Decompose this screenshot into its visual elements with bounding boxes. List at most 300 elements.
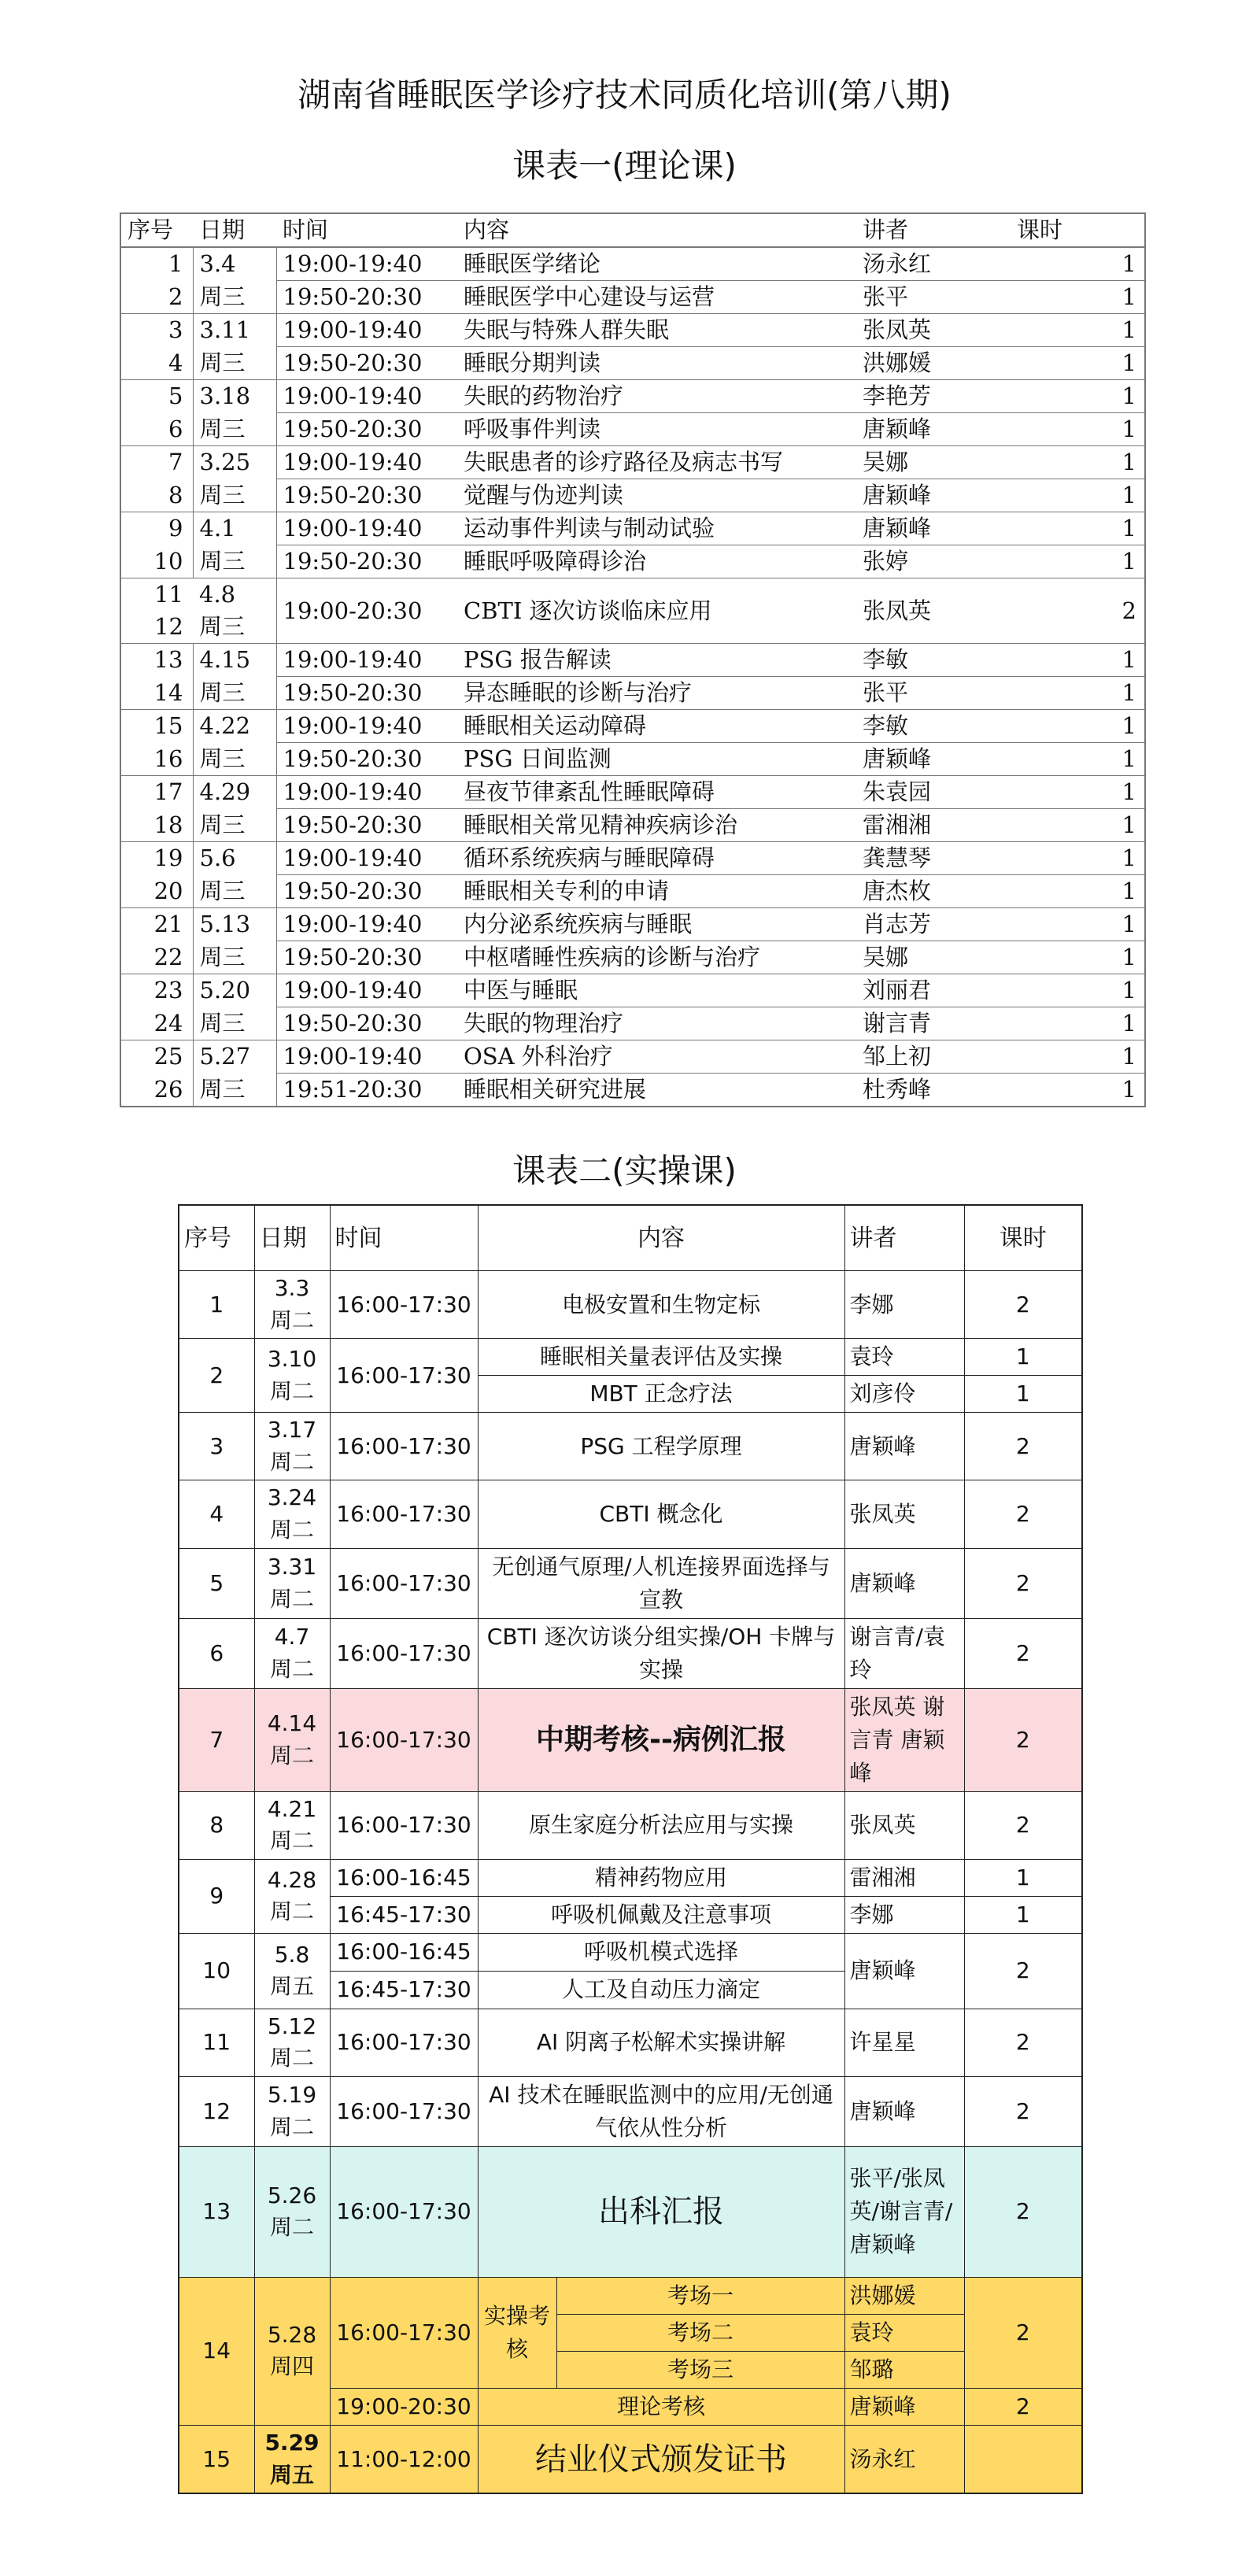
topic-cell: 失眠的物理治疗 — [457, 1007, 856, 1040]
time-cell: 16:00-17:30 — [330, 2009, 478, 2076]
exam-room-cell: 考场一 — [556, 2277, 844, 2314]
hours-cell: 1 — [964, 1376, 1082, 1413]
hours-cell: 1 — [1011, 677, 1145, 710]
date-cell: 5.12 周二 — [254, 2009, 330, 2076]
lecturer-cell: 雷湘湘 — [856, 809, 1011, 842]
time-cell: 19:00-19:40 — [276, 644, 457, 677]
time-cell: 19:50-20:30 — [276, 479, 457, 512]
table-row — [179, 2009, 1082, 2076]
hours-cell: 2 — [964, 1271, 1082, 1339]
lecturer-cell: 唐颖峰 — [844, 1933, 964, 2009]
table-header-row — [179, 1205, 1082, 1271]
table-row — [120, 281, 1145, 314]
hours-cell: 1 — [1011, 875, 1145, 908]
lecturer-cell: 许星星 — [844, 2009, 964, 2076]
hours-cell: 1 — [1011, 743, 1145, 776]
table-row — [120, 776, 1145, 809]
date-cell: 周三 — [193, 413, 276, 446]
topic-cell: 睡眠呼吸障碍诊治 — [457, 545, 856, 578]
seq-cell: 7 — [179, 1688, 254, 1791]
time-cell: 19:00-19:40 — [276, 842, 457, 875]
seq-cell: 18 — [120, 809, 193, 842]
hours-cell: 1 — [964, 1896, 1082, 1933]
date-cell: 3.3 周二 — [254, 1271, 330, 1339]
date-cell: 5.27 — [193, 1040, 276, 1074]
seq-cell: 1 — [179, 1271, 254, 1339]
lecturer-cell: 洪娜媛 — [856, 347, 1011, 380]
table-row — [120, 1040, 1145, 1074]
topic-cell: 睡眠相关运动障碍 — [457, 710, 856, 743]
topic-cell: 觉醒与伪迹判读 — [457, 479, 856, 512]
header-hours: 课时 — [964, 1205, 1082, 1271]
topic-cell: 失眠患者的诊疗路径及病志书写 — [457, 446, 856, 479]
lecturer-cell: 雷湘湘 — [844, 1859, 964, 1896]
seq-cell: 8 — [179, 1791, 254, 1859]
time-cell: 16:00-17:30 — [330, 1480, 478, 1548]
topic-cell: AI 阴离子松解术实操讲解 — [478, 2009, 844, 2076]
seq-cell: 1 — [168, 250, 183, 278]
table-row — [120, 314, 1145, 347]
topic-cell: 睡眠相关专利的申请 — [457, 875, 856, 908]
lecturer-cell: 邹上初 — [856, 1040, 1011, 1074]
table-row — [120, 413, 1145, 446]
lecturer-cell: 唐颖峰 — [856, 479, 1011, 512]
topic-cell: 结业仪式颁发证书 — [478, 2425, 844, 2493]
topic-cell: 睡眠分期判读 — [457, 347, 856, 380]
date-cell: 5.6 — [193, 842, 276, 875]
lecturer-cell: 李敏 — [856, 644, 1011, 677]
lecturer-cell: 李娜 — [844, 1271, 964, 1339]
lecturer-cell: 袁玲 — [844, 2314, 964, 2351]
hours-cell: 1 — [1011, 512, 1145, 545]
date-cell: 3.18 — [193, 380, 276, 413]
seq-cell: 13 — [153, 646, 183, 674]
time-cell: 19:00-19:40 — [276, 1040, 457, 1074]
date-cell: 3.25 — [193, 446, 276, 479]
seq-cell: 17 — [153, 778, 183, 806]
date-cell: 周三 — [193, 875, 276, 908]
time-cell: 16:00-17:30 — [330, 1688, 478, 1791]
table-row — [120, 941, 1145, 974]
hours-cell: 1 — [1011, 247, 1145, 281]
topic-cell: PSG 工程学原理 — [478, 1413, 844, 1480]
theory-schedule-table — [120, 213, 1146, 1107]
table-row — [179, 2076, 1082, 2146]
time-cell: 19:00-20:30 — [330, 2388, 478, 2425]
seq-cell: 4 — [179, 1480, 254, 1548]
lecturer-cell: 唐颖峰 — [844, 2388, 964, 2425]
table-row — [179, 1688, 1082, 1791]
seq-cell: 5 — [179, 1548, 254, 1618]
lecturer-cell: 张凤英 — [844, 1480, 964, 1548]
time-cell: 19:00-19:40 — [276, 908, 457, 941]
header-time: 时间 — [276, 213, 457, 247]
hours-cell: 2 — [964, 1933, 1082, 2009]
date-cell: 5.28 周四 — [254, 2277, 330, 2425]
table-row — [120, 908, 1145, 941]
lecturer-cell: 刘彦伶 — [844, 1376, 964, 1413]
hours-cell: 2 — [964, 1480, 1082, 1548]
hours-cell: 2 — [964, 1413, 1082, 1480]
lecturer-cell: 汤永红 — [856, 247, 1011, 281]
date-cell: 周三 — [193, 281, 276, 314]
topic-cell: 中期考核--病例汇报 — [478, 1688, 844, 1791]
time-cell: 11:00-12:00 — [330, 2425, 478, 2493]
lecturer-cell: 李敏 — [856, 710, 1011, 743]
date-a: 4.8 — [199, 581, 236, 608]
date-cell: 4.14 周二 — [254, 1688, 330, 1791]
topic-cell: 无创通气原理/人机连接界面选择与宣教 — [478, 1548, 844, 1618]
seq-cell: 20 — [120, 875, 193, 908]
time-cell: 19:50-20:30 — [276, 413, 457, 446]
topic-cell: 异态睡眠的诊断与治疗 — [457, 677, 856, 710]
seq-cell: 16 — [120, 743, 193, 776]
exam-room-cell: 考场三 — [556, 2351, 844, 2388]
table-row — [179, 1618, 1082, 1688]
lecturer-cell: 张凤英 — [844, 1791, 964, 1859]
date-cell: 4.29 — [193, 776, 276, 809]
seq-cell: 6 — [179, 1618, 254, 1688]
time-cell: 16:00-17:30 — [330, 2277, 478, 2388]
topic-cell: 睡眠相关常见精神疾病诊治 — [457, 809, 856, 842]
table-row — [120, 743, 1145, 776]
date-cell: 周三 — [193, 479, 276, 512]
hours-cell: 1 — [1011, 380, 1145, 413]
topic-cell: 运动事件判读与制动试验 — [457, 512, 856, 545]
lecturer-cell: 朱袁园 — [856, 776, 1011, 809]
table-row — [120, 545, 1145, 578]
seq-a: 11 — [154, 581, 183, 608]
lecturer-cell: 唐杰枚 — [856, 875, 1011, 908]
hours-cell: 2 — [964, 1791, 1082, 1859]
date-cell: 4.1 — [193, 512, 276, 545]
lecturer-cell: 谢言青 — [856, 1007, 1011, 1040]
topic-cell: 呼吸机佩戴及注意事项 — [478, 1896, 844, 1933]
topic-cell: MBT 正念疗法 — [478, 1376, 844, 1413]
header-time: 时间 — [330, 1205, 478, 1271]
header-seq: 序号 — [179, 1205, 254, 1271]
date-cell: 5.19 周二 — [254, 2076, 330, 2146]
hours-cell: 2 — [964, 2388, 1082, 2425]
hours-cell: 1 — [1011, 314, 1145, 347]
header-lecturer: 讲者 — [856, 213, 1011, 247]
seq-cell: 3 — [168, 316, 183, 344]
seq-cell: 6 — [120, 413, 193, 446]
time-cell: 19:00-19:40 — [276, 776, 457, 809]
lecturer-cell: 肖志芳 — [856, 908, 1011, 941]
lecturer-cell: 袁玲 — [844, 1339, 964, 1376]
table-row — [120, 677, 1145, 710]
date-cell: 周三 — [193, 545, 276, 578]
time-cell: 16:00-17:30 — [330, 1618, 478, 1688]
hours-cell: 1 — [1011, 1074, 1145, 1107]
header-topic: 内容 — [457, 213, 856, 247]
seq-cell: 23 — [153, 977, 183, 1004]
date-cell: 5.8 周五 — [254, 1933, 330, 2009]
topic-cell: 理论考核 — [478, 2388, 844, 2425]
table-row — [120, 578, 1145, 644]
topic-cell: 电极安置和生物定标 — [478, 1271, 844, 1339]
seq-cell: 22 — [120, 941, 193, 974]
topic-cell: 呼吸机模式选择 — [478, 1933, 844, 1971]
seq-b: 12 — [154, 613, 183, 640]
topic-cell: 中枢嗜睡性疾病的诊断与治疗 — [457, 941, 856, 974]
time-cell: 19:00-19:40 — [276, 974, 457, 1007]
seq-cell: 19 — [153, 844, 183, 872]
hours-cell: 1 — [1011, 1007, 1145, 1040]
lecturer-cell: 李娜 — [844, 1896, 964, 1933]
exam-label-cell: 实操考核 — [478, 2277, 556, 2388]
page-title: 湖南省睡眠医学诊疗技术同质化培训(第八期) — [297, 76, 952, 114]
date-cell: 周三 — [193, 941, 276, 974]
hours-cell: 2 — [964, 2076, 1082, 2146]
time-cell: 19:00-20:30 — [276, 578, 457, 644]
time-cell: 16:00-17:30 — [330, 1791, 478, 1859]
seq-cell: 3 — [179, 1413, 254, 1480]
topic-cell: 内分泌系统疾病与睡眠 — [457, 908, 856, 941]
topic-cell: CBTI 概念化 — [478, 1480, 844, 1548]
table-row — [120, 446, 1145, 479]
lecturer-cell: 张凤英 谢言青 唐颖峰 — [844, 1688, 964, 1791]
seq-cell: 7 — [168, 449, 183, 476]
date-b: 周三 — [199, 613, 246, 640]
date-cell: 周三 — [193, 1007, 276, 1040]
date-cell: 4.7 周二 — [254, 1618, 330, 1688]
hours-cell: 2 — [964, 2146, 1082, 2277]
topic-cell: 中医与睡眠 — [457, 974, 856, 1007]
time-cell: 19:00-19:40 — [276, 710, 457, 743]
time-cell: 19:50-20:30 — [276, 941, 457, 974]
hours-cell: 1 — [1011, 545, 1145, 578]
topic-cell: PSG 日间监测 — [457, 743, 856, 776]
seq-cell: 14 — [120, 677, 193, 710]
table-row — [120, 347, 1145, 380]
seq-cell: 2 — [120, 281, 193, 314]
lecturer-cell: 刘丽君 — [856, 974, 1011, 1007]
header-lecturer: 讲者 — [844, 1205, 964, 1271]
hours-cell: 2 — [964, 1688, 1082, 1791]
table-row — [120, 1074, 1145, 1107]
header-date: 日期 — [193, 213, 276, 247]
lecturer-cell: 张平 — [856, 677, 1011, 710]
time-cell: 16:00-16:45 — [330, 1933, 478, 1971]
date-cell: 周三 — [193, 743, 276, 776]
hours-cell: 1 — [964, 1859, 1082, 1896]
table-row — [120, 644, 1145, 677]
time-cell: 16:45-17:30 — [330, 1971, 478, 2009]
lecturer-cell: 吴娜 — [856, 446, 1011, 479]
topic-cell: 睡眠医学绪论 — [457, 247, 856, 281]
table-row — [179, 1339, 1082, 1376]
date-cell — [193, 578, 276, 644]
seq-cell: 25 — [153, 1043, 183, 1070]
seq-cell: 14 — [179, 2277, 254, 2425]
lecturer-cell: 唐颖峰 — [844, 2076, 964, 2146]
time-cell: 19:00-19:40 — [276, 512, 457, 545]
time-cell: 16:00-17:30 — [330, 1413, 478, 1480]
lecturer-cell: 唐颖峰 — [856, 413, 1011, 446]
table-row — [179, 1933, 1082, 1971]
date-cell: 3.24 周二 — [254, 1480, 330, 1548]
table-row — [120, 1007, 1145, 1040]
time-cell: 19:00-19:40 — [276, 380, 457, 413]
lecturer-cell: 唐颖峰 — [856, 512, 1011, 545]
time-cell: 16:00-17:30 — [330, 1548, 478, 1618]
lecturer-cell: 邹璐 — [844, 2351, 964, 2388]
time-cell: 16:00-17:30 — [330, 1339, 478, 1413]
hours-cell: 2 — [964, 1548, 1082, 1618]
topic-cell: 睡眠医学中心建设与运营 — [457, 281, 856, 314]
lecturer-cell: 谢言青/袁玲 — [844, 1618, 964, 1688]
time-cell: 19:50-20:30 — [276, 875, 457, 908]
lecturer-cell: 唐颖峰 — [844, 1548, 964, 1618]
date-cell: 周三 — [193, 809, 276, 842]
date-cell: 3.4 — [193, 247, 276, 281]
table-row — [120, 512, 1145, 545]
exam-room-cell: 考场二 — [556, 2314, 844, 2351]
time-cell: 19:50-20:30 — [276, 1007, 457, 1040]
topic-cell: 睡眠相关量表评估及实操 — [478, 1339, 844, 1376]
time-cell: 16:45-17:30 — [330, 1896, 478, 1933]
hours-cell: 1 — [1011, 776, 1145, 809]
seq-cell: 26 — [120, 1074, 193, 1107]
date-cell: 5.13 — [193, 908, 276, 941]
lecturer-cell: 张平/张凤英/谢言青/唐颖峰 — [844, 2146, 964, 2277]
topic-cell: 呼吸事件判读 — [457, 413, 856, 446]
date-cell: 周三 — [193, 347, 276, 380]
date-cell: 3.11 — [193, 314, 276, 347]
date-cell: 4.21 周二 — [254, 1791, 330, 1859]
topic-cell: 昼夜节律紊乱性睡眠障碍 — [457, 776, 856, 809]
seq-cell: 21 — [153, 911, 183, 938]
time-cell: 19:50-20:30 — [276, 545, 457, 578]
table-row — [120, 247, 1145, 281]
date-cell: 5.29 周五 — [254, 2425, 330, 2493]
seq-cell: 13 — [179, 2146, 254, 2277]
lecturer-cell: 龚慧琴 — [856, 842, 1011, 875]
topic-cell: 循环系统疾病与睡眠障碍 — [457, 842, 856, 875]
hours-cell: 1 — [1011, 347, 1145, 380]
hours-cell: 1 — [1011, 710, 1145, 743]
hours-cell: 1 — [1011, 479, 1145, 512]
lecturer-cell: 吴娜 — [856, 941, 1011, 974]
time-cell: 16:00-17:30 — [330, 1271, 478, 1339]
hours-cell: 1 — [1011, 1040, 1145, 1074]
time-cell: 19:00-19:40 — [276, 247, 457, 281]
date-cell: 3.31 周二 — [254, 1548, 330, 1618]
hours-cell: 1 — [1011, 281, 1145, 314]
seq-cell: 15 — [153, 712, 183, 740]
practical-schedule-table — [178, 1204, 1083, 2494]
seq-cell: 2 — [179, 1339, 254, 1413]
topic-cell: 睡眠相关研究进展 — [457, 1074, 856, 1107]
topic-cell: 原生家庭分析法应用与实操 — [478, 1791, 844, 1859]
time-cell: 16:00-17:30 — [330, 2076, 478, 2146]
topic-cell: 失眠的药物治疗 — [457, 380, 856, 413]
lecturer-cell: 唐颖峰 — [856, 743, 1011, 776]
lecturer-cell: 杜秀峰 — [856, 1074, 1011, 1107]
topic-cell: AI 技术在睡眠监测中的应用/无创通气依从性分析 — [478, 2076, 844, 2146]
hours-cell: 1 — [1011, 842, 1145, 875]
lecturer-cell: 洪娜媛 — [844, 2277, 964, 2314]
seq-cell: 10 — [179, 1933, 254, 2009]
table-row — [179, 1480, 1082, 1548]
header-hours: 课时 — [1011, 213, 1145, 247]
lecturer-cell: 张婷 — [856, 545, 1011, 578]
hours-cell: 2 — [964, 1618, 1082, 1688]
hours-cell: 1 — [964, 1339, 1082, 1376]
time-cell: 16:00-17:30 — [330, 2146, 478, 2277]
seq-cell: 9 — [168, 515, 183, 542]
date-cell: 周三 — [193, 677, 276, 710]
table-row — [120, 479, 1145, 512]
topic-cell: 人工及自动压力滴定 — [478, 1971, 844, 2009]
hours-cell: 1 — [1011, 446, 1145, 479]
date-cell: 4.28 周二 — [254, 1859, 330, 1933]
table-row — [179, 2146, 1082, 2277]
table-row — [120, 380, 1145, 413]
seq-cell: 24 — [120, 1007, 193, 1040]
table-row — [120, 842, 1145, 875]
lecturer-cell: 张凤英 — [856, 578, 1011, 644]
time-cell: 16:00-16:45 — [330, 1859, 478, 1896]
topic-cell: CBTI 逐次访谈临床应用 — [457, 578, 856, 644]
table-row — [179, 1271, 1082, 1339]
seq-cell: 8 — [120, 479, 193, 512]
lecturer-cell: 汤永红 — [844, 2425, 964, 2493]
hours-cell: 1 — [1011, 644, 1145, 677]
date-cell: 周三 — [193, 1074, 276, 1107]
topic-cell: 精神药物应用 — [478, 1859, 844, 1896]
table-row — [179, 2277, 1082, 2314]
seq-cell: 9 — [179, 1859, 254, 1933]
lecturer-cell: 张平 — [856, 281, 1011, 314]
seq-cell — [120, 578, 193, 644]
table-row — [179, 1413, 1082, 1480]
seq-cell: 11 — [179, 2009, 254, 2076]
table-row — [120, 974, 1145, 1007]
hours-cell: 1 — [1011, 809, 1145, 842]
date-cell: 3.10 周二 — [254, 1339, 330, 1413]
lecturer-cell: 李艳芳 — [856, 380, 1011, 413]
time-cell: 19:50-20:30 — [276, 809, 457, 842]
lecturer-cell: 唐颖峰 — [844, 1413, 964, 1480]
seq-cell: 15 — [179, 2425, 254, 2493]
seq-cell: 5 — [168, 383, 183, 410]
time-cell: 19:50-20:30 — [276, 677, 457, 710]
date-cell: 4.15 — [193, 644, 276, 677]
table2-caption: 课表二(实操课) — [512, 1151, 737, 1190]
hours-cell: 2 — [964, 2277, 1082, 2388]
hours-cell: 2 — [1011, 578, 1145, 644]
topic-cell: PSG 报告解读 — [457, 644, 856, 677]
header-topic: 内容 — [478, 1205, 844, 1271]
hours-cell: 1 — [1011, 413, 1145, 446]
topic-cell: 出科汇报 — [478, 2146, 844, 2277]
table-row — [120, 809, 1145, 842]
date-cell: 3.17 周二 — [254, 1413, 330, 1480]
hours-cell: 1 — [1011, 941, 1145, 974]
time-cell: 19:50-20:30 — [276, 743, 457, 776]
seq-cell: 4 — [120, 347, 193, 380]
table-row — [179, 1791, 1082, 1859]
lecturer-cell: 张凤英 — [856, 314, 1011, 347]
hours-cell — [964, 2425, 1082, 2493]
time-cell: 19:00-19:40 — [276, 446, 457, 479]
table-row — [179, 1548, 1082, 1618]
hours-cell: 1 — [1011, 974, 1145, 1007]
table1-caption: 课表一(理论课) — [512, 146, 737, 185]
